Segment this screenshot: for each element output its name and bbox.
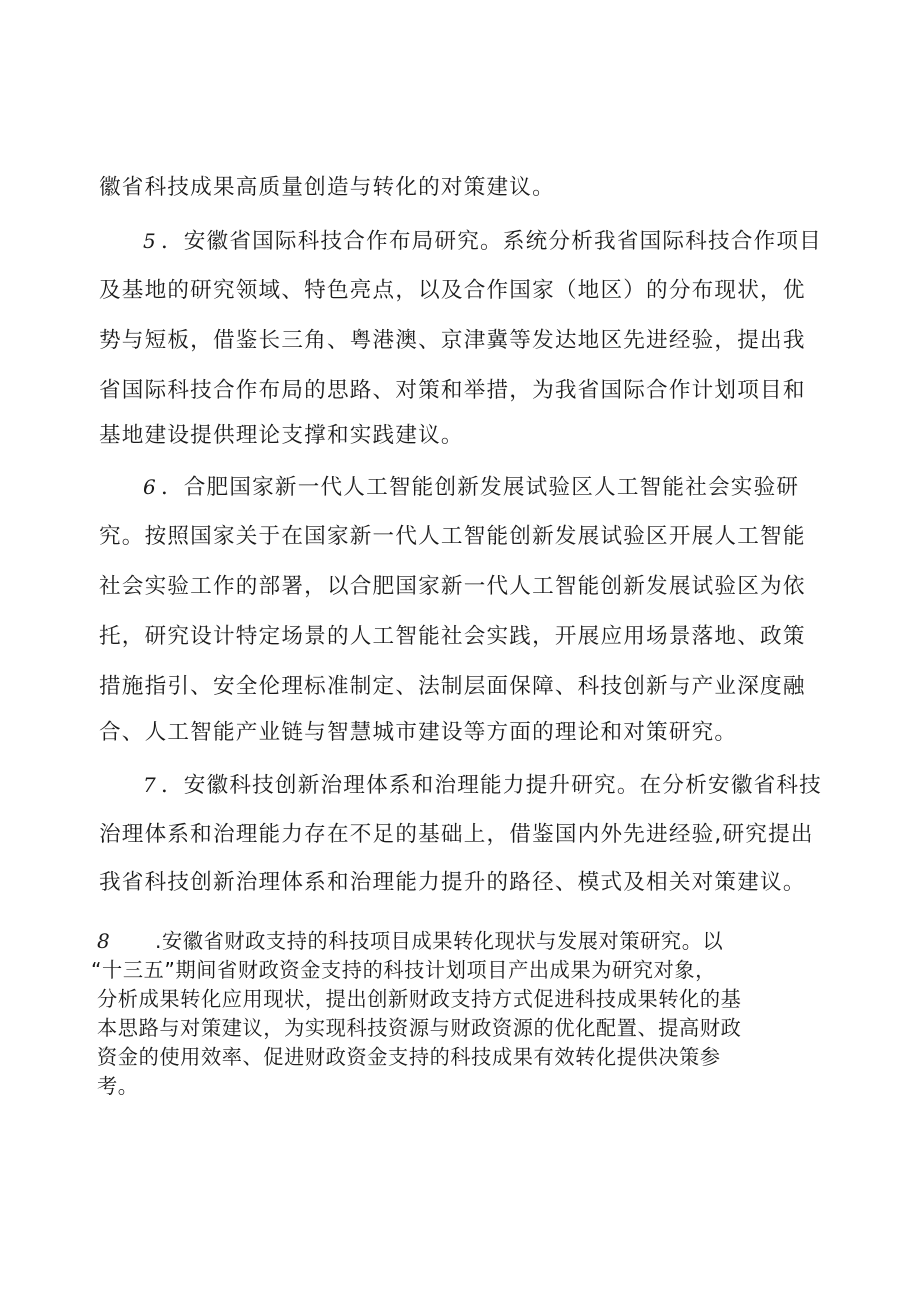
line-text: 资金的使用效率、促进财政资金支持的科技成果有效转化提供决策参 bbox=[97, 1045, 721, 1069]
line-text: 托，研究设计特定场景的人工智能社会实践，开展应用场景落地、政策 bbox=[99, 624, 806, 649]
paragraph-line bbox=[97, 1044, 837, 1070]
line-text: 合、人工智能产业链与智慧城市建设等方面的理论和对策研究。 bbox=[99, 720, 738, 745]
item-6-line bbox=[143, 472, 833, 502]
item-8-line bbox=[97, 928, 837, 954]
paragraph-line bbox=[99, 868, 829, 898]
paragraph-line bbox=[97, 1073, 837, 1099]
paragraph-line bbox=[99, 522, 829, 552]
line-text: 措施指引、安全伦理标准制定、法制层面保障、科技创新与产业深度融 bbox=[99, 674, 806, 699]
paragraph-line bbox=[99, 718, 829, 748]
line-text: ．安徽科技创新治理体系和治理能力提升研究。在分析安徽省科技 bbox=[160, 773, 822, 798]
line-text: 势与短板，借鉴长三角、粤港澳、京津冀等发达地区先进经验，提出我 bbox=[99, 328, 806, 353]
paragraph-line bbox=[99, 572, 829, 602]
paragraph-line bbox=[99, 173, 829, 203]
paragraph-line bbox=[99, 622, 829, 652]
item-number: 5 bbox=[143, 229, 157, 253]
paragraph-line bbox=[97, 1015, 837, 1041]
paragraph-line bbox=[99, 820, 829, 850]
paragraph-line bbox=[99, 421, 829, 451]
line-text: 徽省科技成果高质量创造与转化的对策建议。 bbox=[99, 175, 555, 200]
line-text: 究。按照国家关于在国家新一代人工智能创新发展试验区开展人工智能 bbox=[99, 524, 806, 549]
item-number: 8 bbox=[97, 929, 111, 953]
line-text: 治理体系和治理能力存在不足的基础上，借鉴国内外先进经验,研究提出 bbox=[99, 822, 814, 847]
line-text: 基地建设提供理论支撑和实践建议。 bbox=[99, 423, 464, 448]
paragraph-line bbox=[99, 376, 829, 406]
item-number: 6 bbox=[143, 475, 157, 499]
item-number: 7 bbox=[143, 773, 157, 797]
line-text: 本思路与对策建议，为实现科技资源与财政资源的优化配置、提高财政 bbox=[97, 1016, 742, 1040]
paragraph-line bbox=[99, 326, 829, 356]
line-text: 社会实验工作的部署，以合肥国家新一代人工智能创新发展试验区为依 bbox=[99, 574, 806, 599]
paragraph-line bbox=[99, 276, 829, 306]
item-7-line bbox=[143, 770, 833, 800]
line-text: 省国际科技合作布局的思路、对策和举措，为我省国际合作计划项目和 bbox=[99, 378, 806, 403]
line-text: 考。 bbox=[97, 1074, 139, 1098]
paragraph-line bbox=[97, 986, 837, 1012]
line-text: ．合肥国家新一代人工智能创新发展试验区人工智能社会实验研 bbox=[160, 475, 800, 500]
line-text: “十三五”期间省财政资金支持的科技计划项目产出成果为研究对象， bbox=[91, 958, 716, 982]
line-text: ．安徽省国际科技合作布局研究。系统分析我省国际科技合作项目 bbox=[160, 229, 822, 254]
line-text: 我省科技创新治理体系和治理能力提升的路径、模式及相关对策建议。 bbox=[99, 870, 806, 895]
line-text: 及基地的研究领域、特色亮点，以及合作国家（地区）的分布现状，优 bbox=[99, 278, 806, 303]
paragraph-line bbox=[91, 957, 831, 983]
line-text: .安徽省财政支持的科技项目成果转化现状与发展对策研究。以 bbox=[155, 929, 724, 953]
paragraph-line bbox=[99, 672, 829, 702]
line-text: 分析成果转化应用现状，提出创新财政支持方式促进科技成果转化的基 bbox=[97, 987, 742, 1011]
item-5-line bbox=[143, 226, 833, 256]
